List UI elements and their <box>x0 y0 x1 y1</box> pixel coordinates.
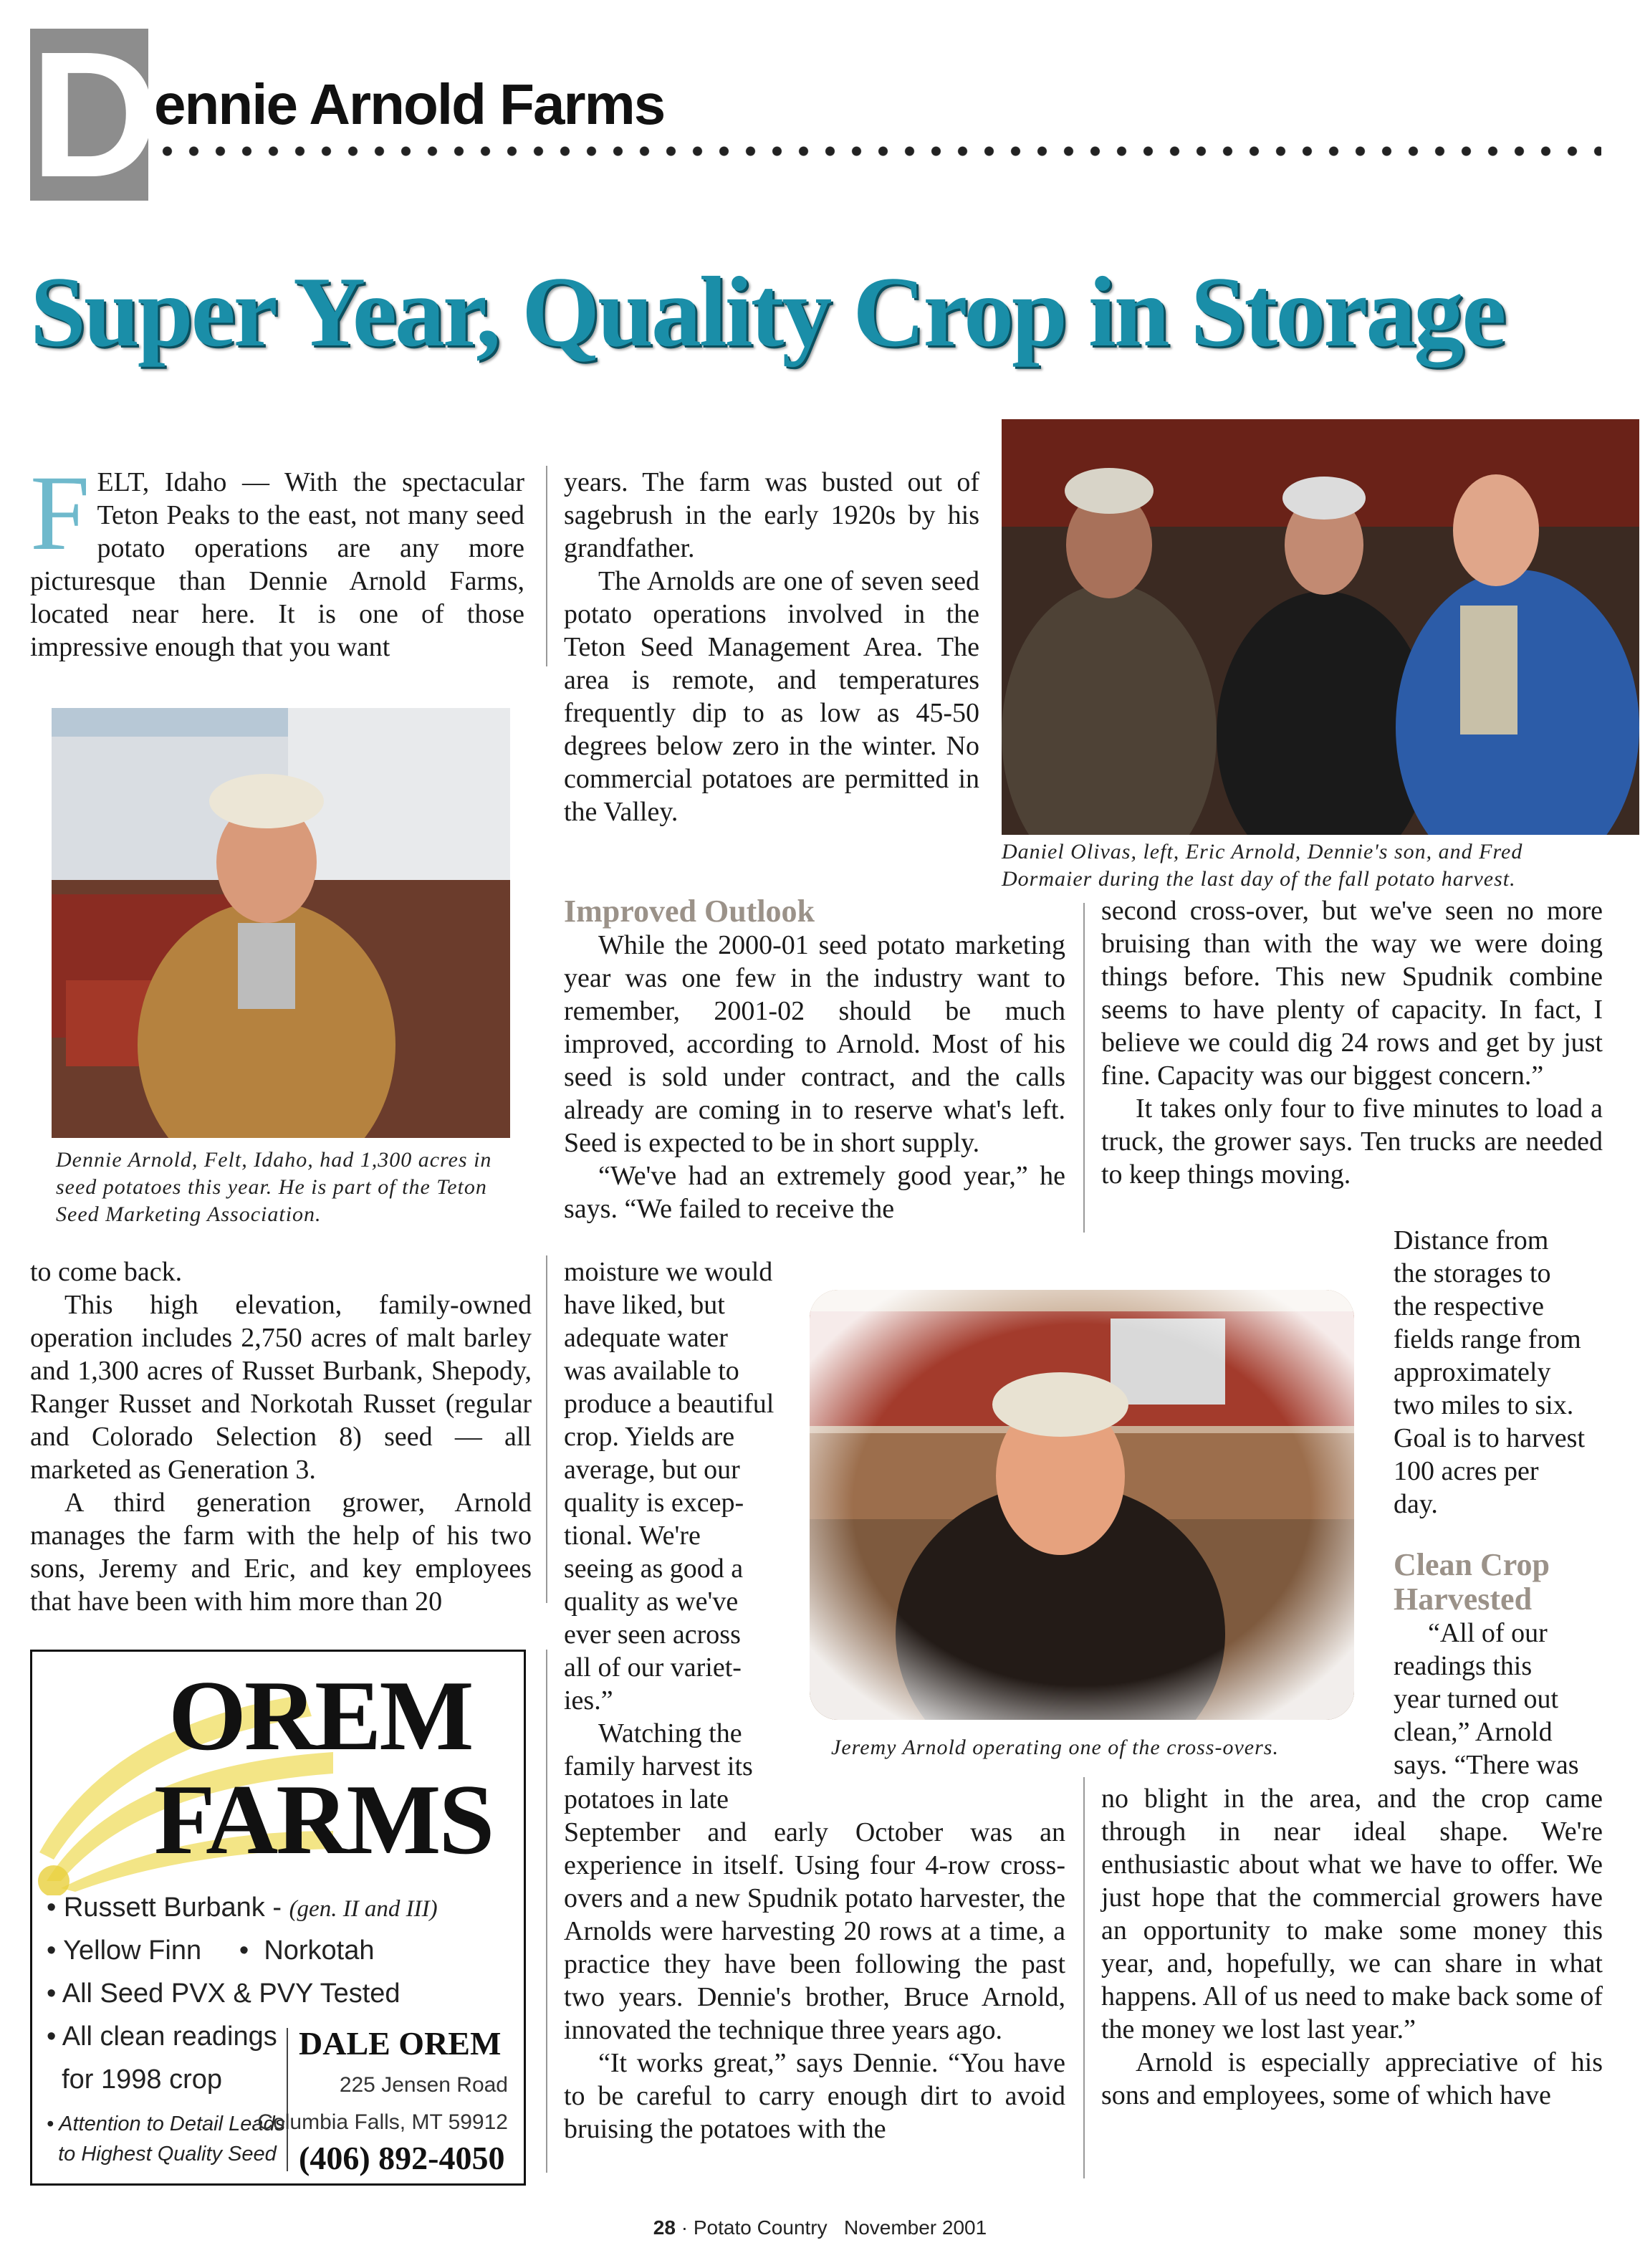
line: seeing as good a <box>564 1554 744 1584</box>
drop-cap-letter: F <box>30 454 90 573</box>
paragraph: The Arnolds are one of seven seed potato operations involved in the Teton Seed Management Area. The area is remote, and temperatures frequently dip to as low as 45-50 degrees below zero in the winter. No commercial potatoes are permitted in the Valley. <box>564 566 979 827</box>
column-2-bottom <box>564 1816 1065 2145</box>
column-rule-1c <box>546 1650 547 2173</box>
column-3-narrow <box>1394 1224 1608 1781</box>
column-rule-2 <box>1083 903 1085 1233</box>
ad-title-orem: OREM <box>168 1660 472 1771</box>
ad-title-farms: FARMS <box>154 1764 493 1875</box>
paragraph: “It works great,” says Dennie. “You have to be careful to carry enough dirt to avoid bruising the potatoes with the <box>564 2048 1065 2144</box>
dotted-rule <box>154 143 1601 159</box>
column-3-bottom <box>1101 1782 1603 2112</box>
column-2-top <box>564 466 979 828</box>
line: year turned out <box>1394 1684 1559 1714</box>
line: average, but our <box>564 1455 740 1485</box>
column-rule-1b <box>546 1255 547 1603</box>
line: family harvest its <box>564 1751 753 1781</box>
line: Distance from <box>1394 1225 1549 1255</box>
subhead-clean-crop: Clean Crop Harvested <box>1394 1547 1550 1617</box>
ad-divider <box>287 2028 288 2171</box>
caption-harvest-crew: Daniel Olivas, left, Eric Arnold, Dennie's son, and Fred Dormaier during the last day of the fall potato harvest. <box>1002 840 1523 891</box>
ad-address-1: 225 Jensen Road <box>339 2073 508 2097</box>
line: “All of our <box>1428 1618 1548 1648</box>
paragraph: “We've had an extremely good year,” he says. “We failed to receive the <box>564 1161 1065 1224</box>
column-rule-2b <box>1083 1777 1085 2178</box>
footer-separator: · <box>675 2216 694 2239</box>
ad-bullet: • All Seed PVX & PVY Tested <box>47 1978 401 2009</box>
line: clean,” Arnold <box>1394 1717 1553 1747</box>
paragraph: years. The farm was busted out of sagebrush in the early 1920s by his grandfather. <box>564 467 979 563</box>
ad-note: to Highest Quality Seed <box>47 2143 277 2166</box>
line: day. <box>1394 1489 1438 1519</box>
photo-jeremy-arnold <box>810 1290 1354 1720</box>
ad-contact-name: DALE OREM <box>299 2025 502 2062</box>
line: ever seen across <box>564 1619 741 1650</box>
paragraph: A third generation grower, Arnold manages the farm with the help of his two sons, Jeremy and Eric, and key employees that have been with him more than 20 <box>30 1488 532 1617</box>
photo-dennie-arnold <box>52 708 510 1138</box>
paragraph: September and early October was an experience in itself. Using four 4-row cross-overs and a new Spudnik potato harvester, the Arnolds were harvesting 20 rows at a time, a practice they have been following the past two years. Dennie's brother, Bruce Arnold, innovated the technique three years ago. <box>564 1817 1065 2045</box>
column-rule-1 <box>546 466 547 666</box>
ad-note: • Attention to Detail Leads <box>47 2113 286 2135</box>
column-2-narrow <box>564 1255 800 1816</box>
ad-bullet: for 1998 crop <box>47 2064 223 2095</box>
ad-address-2: Columbia Falls, MT 59912 <box>257 2110 508 2134</box>
line: produce a beautiful <box>564 1389 775 1419</box>
line: all of our variet- <box>564 1652 742 1683</box>
line: the respective <box>1394 1291 1544 1321</box>
section-kicker: ennie Arnold Farms <box>154 72 665 136</box>
paragraph: While the 2000-01 seed potato marketing year was one few in the industry want to remember, 2001-02 should be much improved, according to Arnold. Most of his seed is sold under contract, and the calls already are coming in to reserve what's left. Seed is expected to be in short supply. <box>564 930 1065 1158</box>
line: the storages to <box>1394 1258 1551 1288</box>
paragraph: no blight in the area, and the crop came through in near ideal shape. We're enthusiastic about what we have to offer. We just hope that the commercial growers have an opportunity to make some money this year, and, hopefully, we can share in what happens. All of us need to make back some of the money we lost last year.” <box>1101 1784 1603 2044</box>
line: quality is excep- <box>564 1488 744 1518</box>
ad-bullet: • Russett Burbank - (gen. II and III) <box>47 1893 438 1923</box>
caption-dennie-arnold: Dennie Arnold, Felt, Idaho, had 1,300 acres in seed potatoes this year. He is part of the Teton Seed Marketing Association. <box>56 1148 492 1226</box>
column-2-mid <box>564 894 1065 1225</box>
paragraph: second cross-over, but we've seen no more bruising than with the way we were doing things before. This new Spudnik combine seems to have plenty of capacity. In fact, I believe we could dig 24 rows and get by just fine. Capacity was our biggest concern.” <box>1101 896 1603 1091</box>
paragraph: Arnold is especially appreciative of his sons and employees, some of which have <box>1101 2047 1603 2110</box>
line: tional. We're <box>564 1521 701 1551</box>
line: crop. Yields are <box>564 1422 735 1452</box>
line: says. “There was <box>1394 1750 1579 1780</box>
ad-bullet: • Yellow Finn • Norkotah <box>47 1936 375 1966</box>
caption-jeremy-arnold: Jeremy Arnold operating one of the cross-overs. <box>831 1736 1279 1759</box>
column-1-bottom <box>30 1255 532 1618</box>
issue-date: November 2001 <box>843 2216 987 2239</box>
line: was available to <box>564 1356 739 1386</box>
line: readings this <box>1394 1651 1533 1681</box>
line: ies.” <box>564 1685 613 1716</box>
line: moisture we would <box>564 1257 773 1287</box>
photo-harvest-crew <box>1002 419 1639 835</box>
line: adequate water <box>564 1323 728 1353</box>
line: Goal is to harvest <box>1394 1423 1586 1453</box>
line: 100 acres per <box>1394 1456 1539 1486</box>
line: potatoes in late <box>564 1784 729 1814</box>
line: quality as we've <box>564 1587 739 1617</box>
line: have liked, but <box>564 1290 725 1320</box>
page-number: 28 <box>653 2216 676 2239</box>
line: two miles to six. <box>1394 1390 1574 1420</box>
column-1-top <box>30 454 524 664</box>
paragraph: This high elevation, family-owned operation includes 2,750 acres of malt barley and 1,300 acres of Russet Burbank, Shepody, Ranger Russet and Norkotah Russet (regular and Colorado Selection 8) seed — all marketed as Generation 3. <box>30 1290 532 1485</box>
section-drop-letter: D <box>30 14 153 214</box>
orem-farms-ad <box>30 1650 526 2186</box>
magazine-name: Potato Country <box>693 2216 828 2239</box>
subhead-improved-outlook: Improved Outlook <box>564 894 815 929</box>
article-headline: Super Year, Quality Crop in Storage <box>30 257 1505 368</box>
paragraph: It takes only four to five minutes to load a truck, the grower says. Ten trucks are needed to keep things moving. <box>1101 1094 1603 1190</box>
line: fields range from <box>1394 1324 1581 1354</box>
line: Watching the <box>598 1718 742 1748</box>
paragraph: to come back. <box>30 1257 183 1287</box>
ad-bullet: • All clean readings <box>47 2021 277 2052</box>
line: approximately <box>1394 1357 1551 1387</box>
lead-paragraph: ELT, Idaho — With the spectacular Teton Peaks to the east, not many seed potato operations are any more picturesque than Dennie Arnold Farms, located near here. It is one of those impressive enough that you want <box>30 467 524 662</box>
page-footer <box>0 2216 1640 2239</box>
ad-phone: (406) 892-4050 <box>299 2140 505 2176</box>
column-3-top <box>1101 894 1603 1191</box>
